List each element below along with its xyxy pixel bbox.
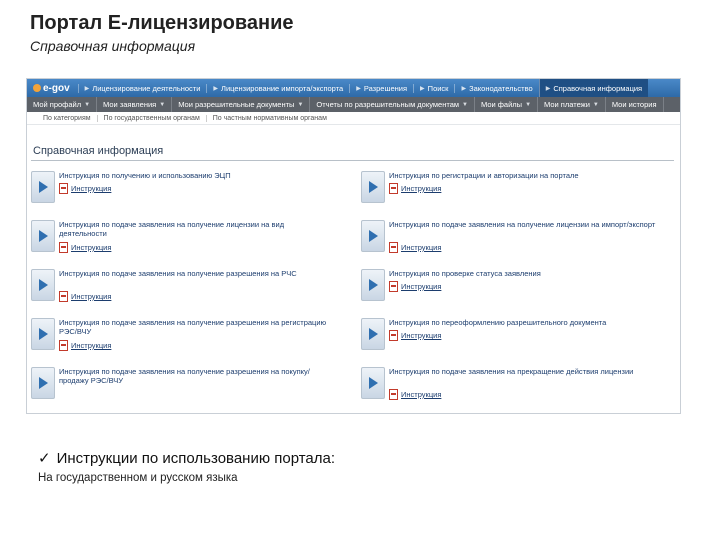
arrow-icon: ▶: [545, 85, 551, 92]
video-play-button[interactable]: [361, 367, 385, 399]
instruction-card: [361, 318, 661, 362]
chevron-down-icon: ▼: [297, 101, 304, 108]
video-play-button[interactable]: [31, 220, 55, 252]
play-icon: [39, 328, 48, 340]
arrow-icon: ▶: [356, 85, 361, 92]
subnav-label: Мои история: [611, 100, 657, 109]
portal-screenshot: [26, 78, 681, 414]
instruction-pdf-link[interactable]: [389, 389, 441, 400]
instruction-pdf-link[interactable]: [389, 330, 441, 341]
chevron-down-icon: ▼: [462, 101, 468, 108]
sub-navigation: [27, 97, 680, 112]
play-icon: [39, 181, 48, 193]
filter-bar: [27, 112, 680, 125]
instruction-title[interactable]: Инструкция по проверке статуса заявления: [389, 269, 541, 278]
pdf-icon: [59, 183, 68, 194]
topnav-label: Законодательство: [469, 83, 533, 93]
pdf-icon: [59, 242, 68, 253]
subnav-item-files[interactable]: [475, 97, 538, 112]
topnav-label: Лицензирование импорта/экспорта: [221, 83, 344, 93]
instruction-card: [361, 171, 661, 215]
play-icon: [39, 279, 48, 291]
filter-by-private-bodies[interactable]: По частным нормативным органам: [212, 114, 327, 122]
video-play-button[interactable]: [31, 367, 55, 399]
filter-by-state-bodies[interactable]: По государственным органам: [98, 115, 207, 122]
check-icon: ✓: [38, 450, 51, 467]
video-play-button[interactable]: [361, 269, 385, 301]
section-divider: [31, 160, 674, 161]
pdf-icon: [389, 389, 398, 400]
pdf-icon: [389, 330, 398, 341]
instruction-pdf-link[interactable]: [59, 340, 111, 351]
egov-logo[interactable]: [27, 83, 78, 94]
pdf-link-label: Инструкция: [401, 184, 442, 193]
pdf-link-label: Инструкция: [401, 331, 442, 340]
pdf-icon: [59, 340, 68, 351]
caption-text: Инструкции по использованию портала:: [56, 449, 336, 467]
chevron-down-icon: ▼: [592, 101, 599, 108]
topnav-label: Разрешения: [363, 83, 408, 93]
chevron-down-icon: ▼: [525, 101, 532, 108]
play-icon: [369, 377, 378, 389]
pdf-link-label: Инструкция: [71, 243, 112, 252]
filter-by-category[interactable]: По категориям: [37, 115, 98, 122]
play-icon: [369, 279, 378, 291]
topnav-item-reference[interactable]: [539, 79, 648, 97]
chevron-down-icon: ▼: [84, 101, 91, 108]
subnav-label: Мои платежи: [544, 100, 590, 109]
instruction-title[interactable]: Инструкция по подаче заявления на прекращение действия лицензии: [389, 367, 634, 376]
subnav-item-applications[interactable]: [97, 97, 172, 112]
instruction-card: [361, 220, 661, 264]
caption: [38, 449, 335, 467]
subnav-label: Отчеты по разрешительным документам: [316, 100, 460, 109]
instruction-card: [31, 171, 331, 215]
video-play-button[interactable]: [361, 318, 385, 350]
arrow-icon: ▶: [213, 85, 219, 92]
pdf-link-label: Инструкция: [401, 282, 442, 291]
instruction-card: [31, 367, 331, 411]
subnav-label: Мои разрешительные документы: [178, 100, 295, 109]
topnav-item-legislation[interactable]: [454, 84, 538, 93]
instruction-title[interactable]: Инструкция по переоформлению разрешительного документа: [389, 318, 607, 327]
instruction-card: [361, 269, 661, 313]
arrow-icon: ▶: [461, 85, 467, 92]
pdf-icon: [59, 291, 68, 302]
video-play-button[interactable]: [361, 171, 385, 203]
language-note: На государственном и русском языка: [38, 472, 238, 484]
slide-subtitle: Справочная информация: [30, 38, 196, 54]
instruction-title[interactable]: Инструкция по подаче заявления на получение лицензии на вид деятельности: [59, 220, 285, 238]
play-icon: [39, 230, 48, 242]
video-play-button[interactable]: [31, 318, 55, 350]
subnav-item-profile[interactable]: [27, 97, 97, 112]
pdf-icon: [389, 242, 398, 253]
topnav-item-permits[interactable]: [349, 84, 413, 93]
topnav-item-licensing[interactable]: [78, 84, 207, 93]
section-title: Справочная информация: [33, 145, 164, 157]
instruction-pdf-link[interactable]: [389, 242, 441, 253]
topnav-label: Справочная информация: [553, 83, 643, 93]
play-icon: [39, 377, 48, 389]
slide-title: Портал Е-лицензирование: [30, 12, 294, 34]
pdf-link-label: Инструкция: [71, 341, 112, 350]
instruction-card: [31, 220, 331, 264]
instruction-title[interactable]: Инструкция по подаче заявления на получение лицензии на импорт/экспорт: [389, 220, 656, 229]
instruction-title[interactable]: Инструкция по подаче заявления на получение разрешения на регистрацию РЭС/ВЧУ: [59, 318, 327, 336]
subnav-item-payments[interactable]: [538, 97, 606, 112]
pdf-link-label: Инструкция: [71, 184, 112, 193]
instruction-title[interactable]: Инструкция по подаче заявления на получение разрешения на РЧС: [59, 269, 297, 278]
topnav-label: Лицензирование деятельности: [92, 83, 201, 93]
pdf-icon: [389, 281, 398, 292]
instruction-card: [31, 269, 331, 313]
pdf-link-label: Инструкция: [401, 243, 442, 252]
pdf-link-label: Инструкция: [71, 292, 112, 301]
subnav-item-reports[interactable]: [310, 97, 475, 112]
subnav-label: Мои заявления: [103, 100, 157, 109]
pdf-icon: [389, 183, 398, 194]
subnav-item-history[interactable]: [606, 97, 664, 112]
subnav-label: Мои файлы: [480, 100, 523, 109]
instruction-pdf-link[interactable]: [389, 281, 441, 292]
pdf-link-label: Инструкция: [401, 390, 442, 399]
chevron-down-icon: ▼: [159, 101, 166, 108]
topnav-label: Поиск: [427, 83, 449, 93]
instruction-title[interactable]: Инструкция по получению и использованию ЭЦП: [59, 171, 231, 180]
video-play-button[interactable]: [31, 171, 55, 203]
logo-text: e-gov: [43, 82, 70, 94]
logo-mark-icon: [33, 84, 41, 92]
instruction-title[interactable]: Инструкция по регистрации и авторизации на портале: [389, 171, 579, 180]
instruction-title[interactable]: Инструкция по подаче заявления на получение разрешения на покупку/продажу РЭС/ВЧУ: [59, 367, 310, 385]
play-icon: [369, 230, 378, 242]
topnav-item-import-export[interactable]: [206, 84, 349, 93]
instruction-pdf-link[interactable]: [59, 242, 111, 253]
video-play-button[interactable]: [31, 269, 55, 301]
play-icon: [369, 181, 378, 193]
play-icon: [369, 328, 378, 340]
instruction-pdf-link[interactable]: [59, 183, 111, 194]
arrow-icon: ▶: [84, 85, 90, 92]
video-play-button[interactable]: [361, 220, 385, 252]
subnav-label: Мой профайл: [33, 100, 82, 109]
instruction-card: [361, 367, 661, 411]
top-navigation: [27, 79, 680, 97]
instruction-card: [31, 318, 331, 362]
topnav-item-search[interactable]: [413, 84, 454, 93]
arrow-icon: ▶: [420, 85, 425, 92]
subnav-item-permit-docs[interactable]: [172, 97, 310, 112]
instruction-pdf-link[interactable]: [389, 183, 441, 194]
instruction-pdf-link[interactable]: [59, 291, 111, 302]
